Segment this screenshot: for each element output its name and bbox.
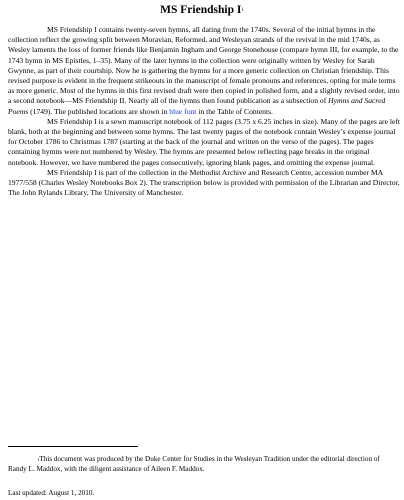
paragraph-description-text-cont: (1749). The published locations are shown in (28, 106, 170, 116)
paragraph-description (8, 25, 400, 117)
body-text (8, 25, 400, 198)
title-footnote-mark[interactable]: 1 (241, 8, 244, 13)
footnote (8, 455, 400, 474)
paragraph-physical-description: MS Friendship I is a sewn manuscript notebook of 112 pages (3.75 x 6.25 inches in size). Many of the pages are left blank, both at the beginning and between some hymns. The last twenty pages of the notebook contain Wesley’s expense journal for October 1786 to Christmas 1787 (starting at the back of the journal and written on the verso of the pages). The pages containing hymns were not numbered by Wesley. The hymns are presented below reflecting page breaks in the original notebook. However, we have numbered the pages consecutively, ignoring blank pages, and omitting the expense journal. (8, 116, 400, 167)
title-text: MS Friendship I (160, 4, 242, 16)
document-title (0, 3, 404, 17)
paragraph-archive-source: MS Friendship I is part of the collection in the Methodist Archive and Research Centre, accession number MA 1977/558 (Charles Wesley Notebooks Box 2). The transcription below is provided with permission of the Librarian and Director, The John Rylands Library, The University of Manchester. (8, 167, 400, 198)
blue-font-note: blue font (169, 106, 197, 116)
last-updated: Last updated: August 1, 2010. (8, 489, 95, 497)
footnote-mark: 1 (37, 457, 40, 462)
footnote-divider (8, 446, 138, 447)
paragraph-description-text: MS Friendship I contains twenty-seven hymns, all dating from the 1740s. Several of the initial hymns in the collection reflect the growing split between Moravian, Reformed, and Wesleyan strands of the revival in the mid 1740s, as Wesley laments the loss of former friends like Benjamin Ingham and George Stonehouse (compare hymn III, for example, to the 1743 hymn in MS Epistles, 1–35). Many of the later hymns in the collection were originally written by Wesley for Sarah Gwynne, as part of their courtship. Now he is gathering the hymns for a more generic collection on Christian friendship. This revised purpose is evident in the frequent strikeouts in the manuscript of female pronouns and references, opting for male terms as more generic. Most of the hymns in this first revised draft were then copied in polished form, and a slightly revised order, into a second notebook—MS Friendship II. Nearly all of the hymns then found publication as a subsection of (8, 25, 400, 106)
footnote-text: This document was produced by the Duke Center for Studies in the Wesleyan Tradition under the editorial direction of Randy L. Maddox, with the diligent assistance of Aileen F. Maddox. (8, 455, 380, 473)
paragraph-description-end: in the Table of Contents. (196, 106, 273, 116)
footnote-text-block (8, 455, 400, 474)
publication-title: Hymns and Sacred Poems (8, 96, 386, 116)
